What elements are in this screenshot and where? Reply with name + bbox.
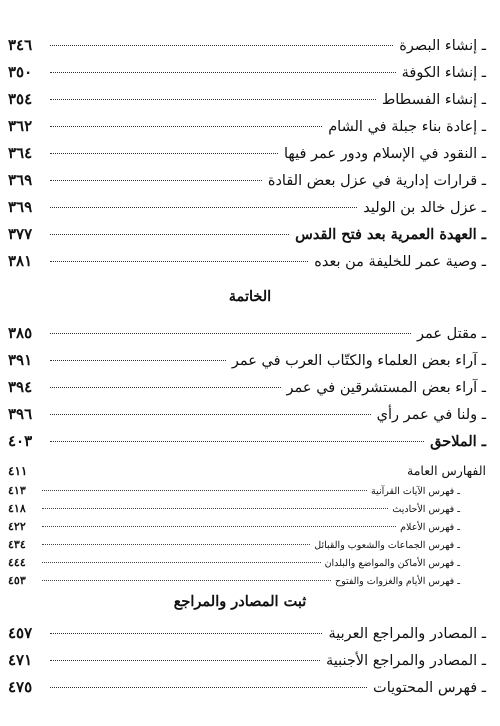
toc-entry-title: ـ فهرس المحتويات	[373, 680, 486, 696]
dot-leader	[50, 72, 396, 73]
dot-leader	[50, 234, 289, 235]
toc-entry-page: ٤٥٧	[8, 624, 33, 642]
dot-leader	[50, 99, 376, 100]
dot-leader	[50, 333, 411, 334]
toc-entry-page: ٤٠٣	[8, 432, 33, 450]
toc-entry	[8, 678, 486, 700]
dot-leader	[50, 261, 308, 262]
dot-leader	[42, 544, 310, 545]
toc-entry-page: ٣٦٩	[8, 198, 33, 216]
toc-entry-page: ٤٤٤	[8, 556, 26, 569]
toc-entry-page: ٣٤٦	[8, 36, 33, 54]
dot-leader	[42, 580, 331, 581]
toc-entry-page: ٣٥٤	[8, 90, 33, 108]
toc-subentry	[8, 574, 460, 588]
toc-entry-page: ٤٧٥	[8, 678, 33, 696]
dot-leader	[50, 687, 367, 688]
toc-entry-page: ٤٧١	[8, 651, 33, 669]
toc-entry-title: ـ عزل خالد بن الوليد	[363, 200, 486, 216]
toc-entry-page: ٣٦٤	[8, 144, 33, 162]
toc-entry	[8, 36, 486, 58]
dot-leader	[50, 207, 357, 208]
toc-entry-title: ـ آراء بعض المستشرقين في عمر	[286, 380, 486, 396]
toc-entry-title: ـ النقود في الإسلام ودور عمر فيها	[283, 146, 486, 162]
toc-entry-title: ـ فهرس الآيات القرآنية	[371, 486, 460, 497]
toc-subentry	[8, 520, 460, 534]
toc-entry-title: ـ إنشاء الفسطاط	[381, 92, 486, 108]
toc-entry-title: ـ وصية عمر للخليفة من بعده	[314, 254, 486, 270]
toc-entry	[8, 198, 486, 220]
dot-leader	[50, 441, 424, 442]
toc-entry-title: ـ ولنا في عمر رأي	[376, 407, 486, 423]
toc-entry	[8, 117, 486, 139]
toc-entry	[8, 378, 486, 400]
toc-subentry	[8, 538, 460, 552]
toc-entry-title: ـ الملاحق	[430, 433, 486, 450]
toc-entry-page: ٣٨١	[8, 252, 33, 270]
dot-leader	[42, 508, 388, 509]
toc-entry-page: ٣٩٦	[8, 405, 33, 423]
toc-entry-page: ٤٢٢	[8, 520, 26, 533]
section-heading-conclusion: الخاتمة	[228, 288, 272, 305]
toc-subentry	[8, 484, 460, 498]
toc-entry-page: ٣٦٢	[8, 117, 33, 135]
dot-leader	[50, 387, 281, 388]
dot-leader	[42, 490, 367, 491]
toc-entry	[8, 225, 486, 247]
toc-entry-page: ٣٩٤	[8, 378, 33, 396]
dot-leader	[50, 414, 371, 415]
toc-entry-title: ـ إنشاء الكوفة	[401, 65, 486, 81]
toc-entry	[8, 405, 486, 427]
toc-entry	[8, 624, 486, 646]
toc-entry	[8, 351, 486, 373]
toc-entry	[8, 651, 486, 673]
toc-entry-title: ـ مقتل عمر	[417, 326, 486, 342]
dot-leader	[50, 126, 322, 127]
toc-entry-title: ـ فهرس الأعلام	[400, 522, 460, 533]
dot-leader	[50, 633, 322, 634]
dot-leader	[50, 180, 262, 181]
toc-subentry	[8, 502, 460, 516]
toc-entry-title: ـ فهرس الأحاديث	[392, 504, 460, 515]
toc-entry-title: ـ المصادر والمراجع الأجنبية	[325, 653, 486, 669]
toc-entry-title: ـ العهدة العمرية بعد فتح القدس	[295, 226, 486, 243]
toc-entry-title: ـ فهرس الأيام والغزوات والفتوح	[334, 576, 460, 587]
toc-entry-page: ٤١٣	[8, 484, 26, 497]
toc-entry-title: ـ المصادر والمراجع العربية	[328, 626, 486, 642]
toc-entry	[8, 252, 486, 274]
toc-entry	[8, 432, 486, 454]
toc-entry-page: ٣٧٧	[8, 225, 33, 243]
dot-leader	[50, 45, 393, 46]
toc-entry-indexes	[8, 463, 486, 481]
toc-entry-title: ـ إنشاء البصرة	[399, 38, 486, 54]
toc-entry	[8, 63, 486, 85]
section-heading-sources: ثبت المصادر والمراجع	[173, 593, 307, 610]
dot-leader	[50, 660, 320, 661]
toc-entry-title: الفهارس العامة	[407, 463, 486, 478]
toc-entry	[8, 144, 486, 166]
toc-entry-page: ٤٣٤	[8, 538, 26, 551]
toc-subentry	[8, 556, 460, 570]
toc-entry	[8, 324, 486, 346]
toc-entry-page: ٤٥٣	[8, 574, 26, 587]
toc-entry-page: ٤١١	[8, 464, 28, 478]
toc-entry-page: ٣٨٥	[8, 324, 33, 342]
toc-entry-title: ـ فهرس الأماكن والمواضع والبلدان	[324, 558, 460, 569]
dot-leader	[50, 360, 226, 361]
toc-entry	[8, 171, 486, 193]
dot-leader	[42, 562, 321, 563]
toc-entry-title: ـ إعادة بناء جبلة في الشام	[328, 119, 486, 135]
toc-entry-page: ٤١٨	[8, 502, 26, 515]
toc-entry	[8, 90, 486, 112]
toc-entry-title: ـ فهرس الجماعات والشعوب والقبائل	[314, 540, 460, 551]
toc-entry-page: ٣٩١	[8, 351, 33, 369]
toc-entry-page: ٣٦٩	[8, 171, 33, 189]
toc-entry-title: ـ آراء بعض العلماء والكتّاب العرب في عمر	[231, 353, 486, 369]
dot-leader	[50, 153, 278, 154]
toc-entry-page: ٣٥٠	[8, 63, 33, 81]
dot-leader	[42, 526, 396, 527]
toc-entry-title: ـ قرارات إدارية في عزل بعض القادة	[267, 173, 486, 189]
